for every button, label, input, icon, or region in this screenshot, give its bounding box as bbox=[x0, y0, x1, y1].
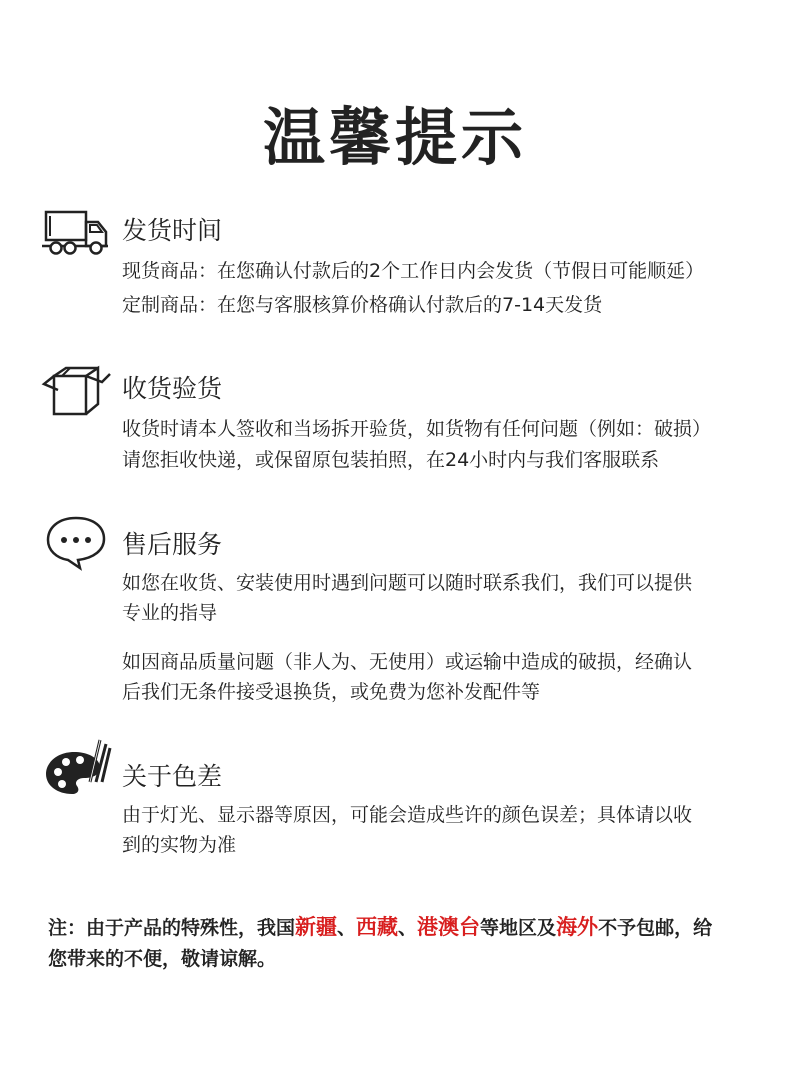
section-title: 收货验货 bbox=[122, 374, 223, 403]
page-title: 温馨提示 bbox=[262, 101, 527, 174]
truck-icon bbox=[40, 202, 112, 262]
note-region-highlight: 新疆 bbox=[295, 915, 338, 939]
note-region-highlight: 港澳台 bbox=[417, 915, 481, 939]
note-region-highlight: 海外 bbox=[556, 915, 599, 939]
shipping-note-line-1 bbox=[48, 912, 712, 944]
note-text: 、 bbox=[337, 917, 357, 939]
section-text-line: 如因商品质量问题（非人为、无使用）或运输中造成的破损，经确认 bbox=[122, 651, 693, 673]
section-title: 关于色差 bbox=[122, 762, 223, 791]
note-text: 等地区及 bbox=[480, 917, 557, 939]
section-text-line: 后我们无条件接受退换货，或免费为您补发配件等 bbox=[122, 681, 541, 703]
note-text: 不予包邮，给 bbox=[598, 917, 713, 939]
shipping-note-line-2: 您带来的不便，敬请谅解。 bbox=[48, 948, 277, 970]
chat-bubble-icon bbox=[40, 512, 112, 572]
note-region-highlight: 西藏 bbox=[356, 915, 399, 939]
section-text-line: 专业的指导 bbox=[122, 602, 218, 624]
note-text: 、 bbox=[398, 917, 418, 939]
section-title: 发货时间 bbox=[122, 216, 223, 245]
palette-icon bbox=[40, 736, 112, 796]
section-text-line: 定制商品：在您与客服核算价格确认付款后的7-14天发货 bbox=[122, 294, 603, 316]
box-icon bbox=[40, 360, 112, 420]
section-text-line: 收货时请本人签收和当场拆开验货，如货物有任何问题（例如：破损） bbox=[122, 418, 712, 440]
section-text-line: 到的实物为准 bbox=[122, 834, 237, 856]
section-text-line: 请您拒收快递，或保留原包装拍照，在24小时内与我们客服联系 bbox=[122, 449, 660, 471]
note-text: 注：由于产品的特殊性，我国 bbox=[48, 917, 296, 939]
section-text-line: 由于灯光、显示器等原因，可能会造成些许的颜色误差；具体请以收 bbox=[122, 804, 693, 826]
section-text-line: 现货商品：在您确认付款后的2个工作日内会发货（节假日可能顺延） bbox=[122, 260, 705, 282]
section-text-line: 如您在收货、安装使用时遇到问题可以随时联系我们，我们可以提供 bbox=[122, 572, 693, 594]
section-title: 售后服务 bbox=[122, 530, 223, 559]
